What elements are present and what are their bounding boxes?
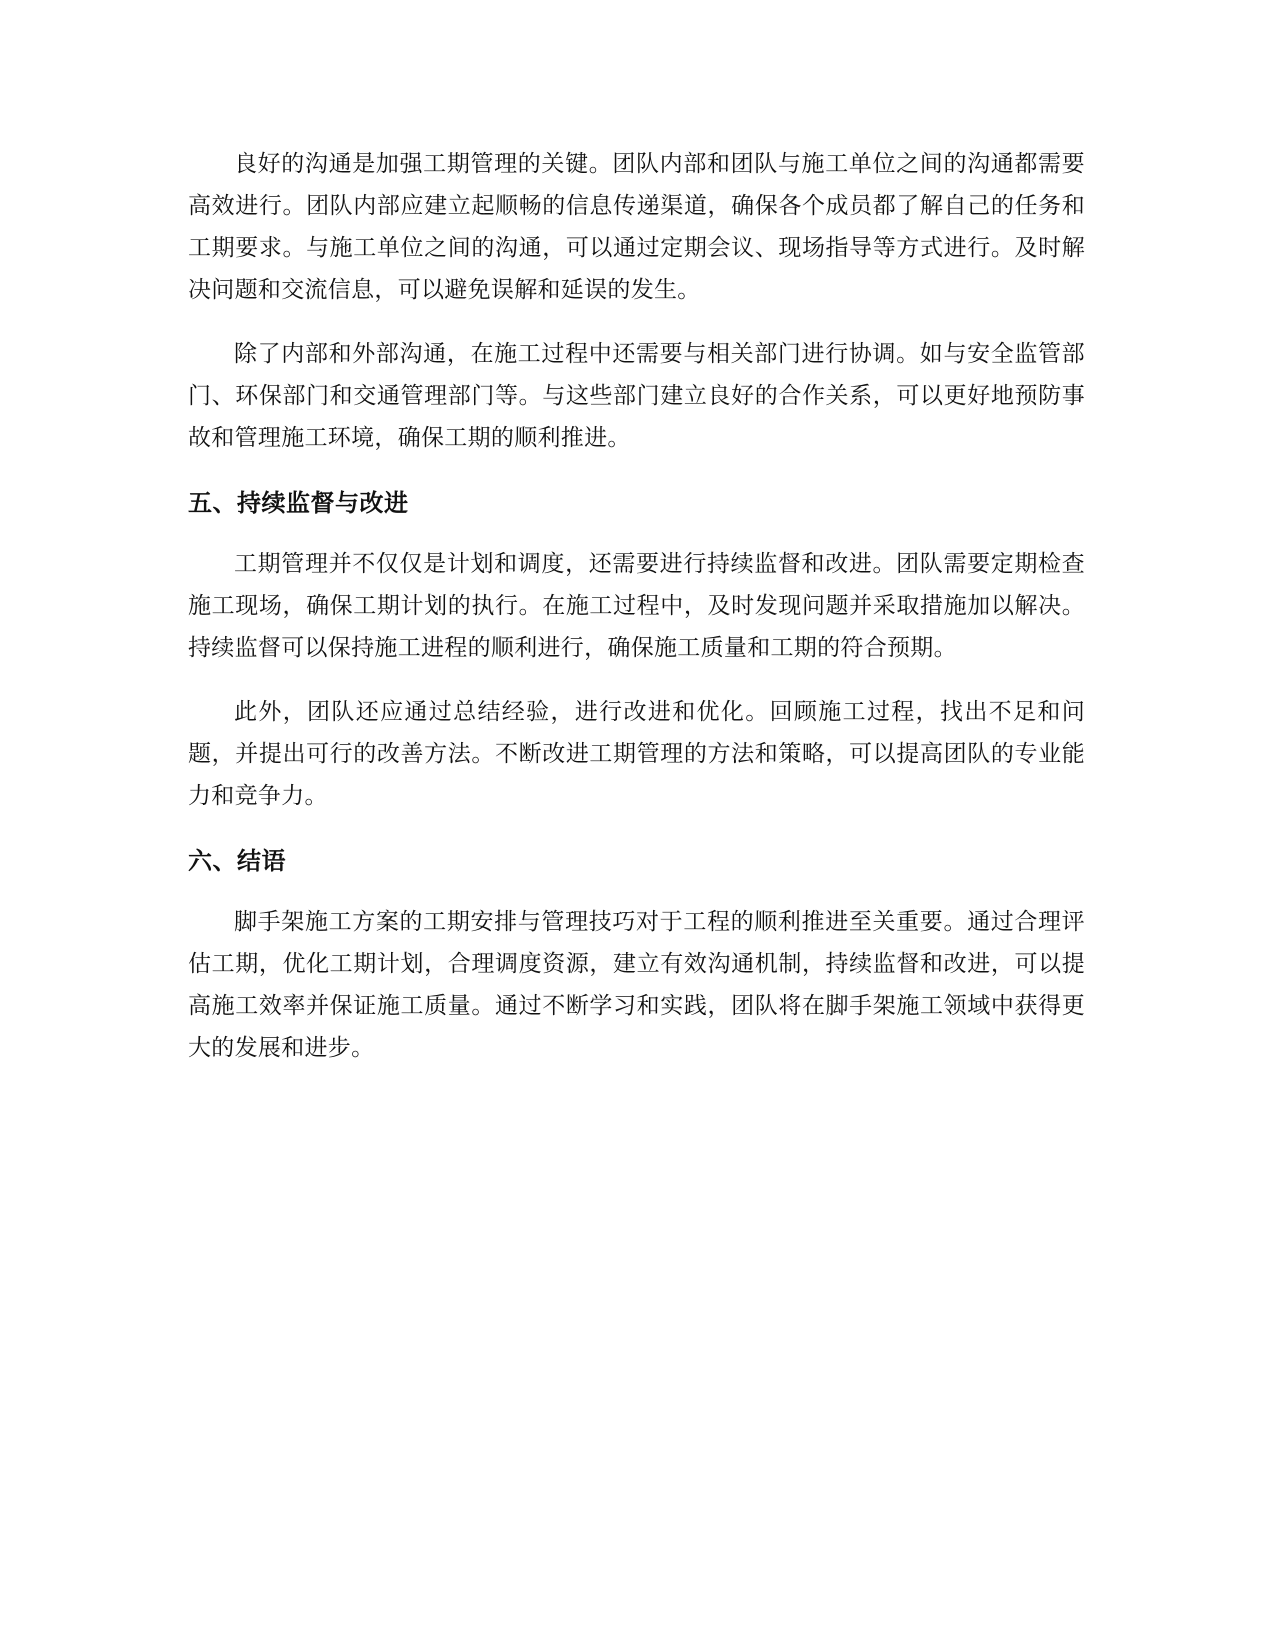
paragraph-coordination: 除了内部和外部沟通，在施工过程中还需要与相关部门进行协调。如与安全监管部门、环保部门和交通管理部门等。与这些部门建立良好的合作关系，可以更好地预防事故和管理施工环境，确保工期的顺利推进。 (188, 341, 1085, 451)
paragraph-monitoring: 工期管理并不仅仅是计划和调度，还需要进行持续监督和改进。团队需要定期检查施工现场，确保工期计划的执行。在施工过程中，及时发现问题并采取措施加以解决。持续监督可以保持施工进程的顺利进行，确保施工质量和工期的符合预期。 (188, 551, 1085, 661)
section-heading-monitoring: 五、持续监督与改进 (188, 489, 409, 517)
section-heading-conclusion: 六、结语 (188, 847, 286, 875)
paragraph-communication: 良好的沟通是加强工期管理的关键。团队内部和团队与施工单位之间的沟通都需要高效进行。团队内部应建立起顺畅的信息传递渠道，确保各个成员都了解自己的任务和工期要求。与施工单位之间的沟通，可以通过定期会议、现场指导等方式进行。及时解决问题和交流信息，可以避免误解和延误的发生。 (188, 151, 1085, 303)
document-body (188, 143, 1085, 1069)
paragraph-improvement: 此外，团队还应通过总结经验，进行改进和优化。回顾施工过程，找出不足和问题，并提出可行的改善方法。不断改进工期管理的方法和策略，可以提高团队的专业能力和竞争力。 (188, 699, 1085, 809)
paragraph-conclusion: 脚手架施工方案的工期安排与管理技巧对于工程的顺利推进至关重要。通过合理评估工期，优化工期计划，合理调度资源，建立有效沟通机制，持续监督和改进，可以提高施工效率并保证施工质量。通过不断学习和实践，团队将在脚手架施工领域中获得更大的发展和进步。 (188, 909, 1085, 1061)
